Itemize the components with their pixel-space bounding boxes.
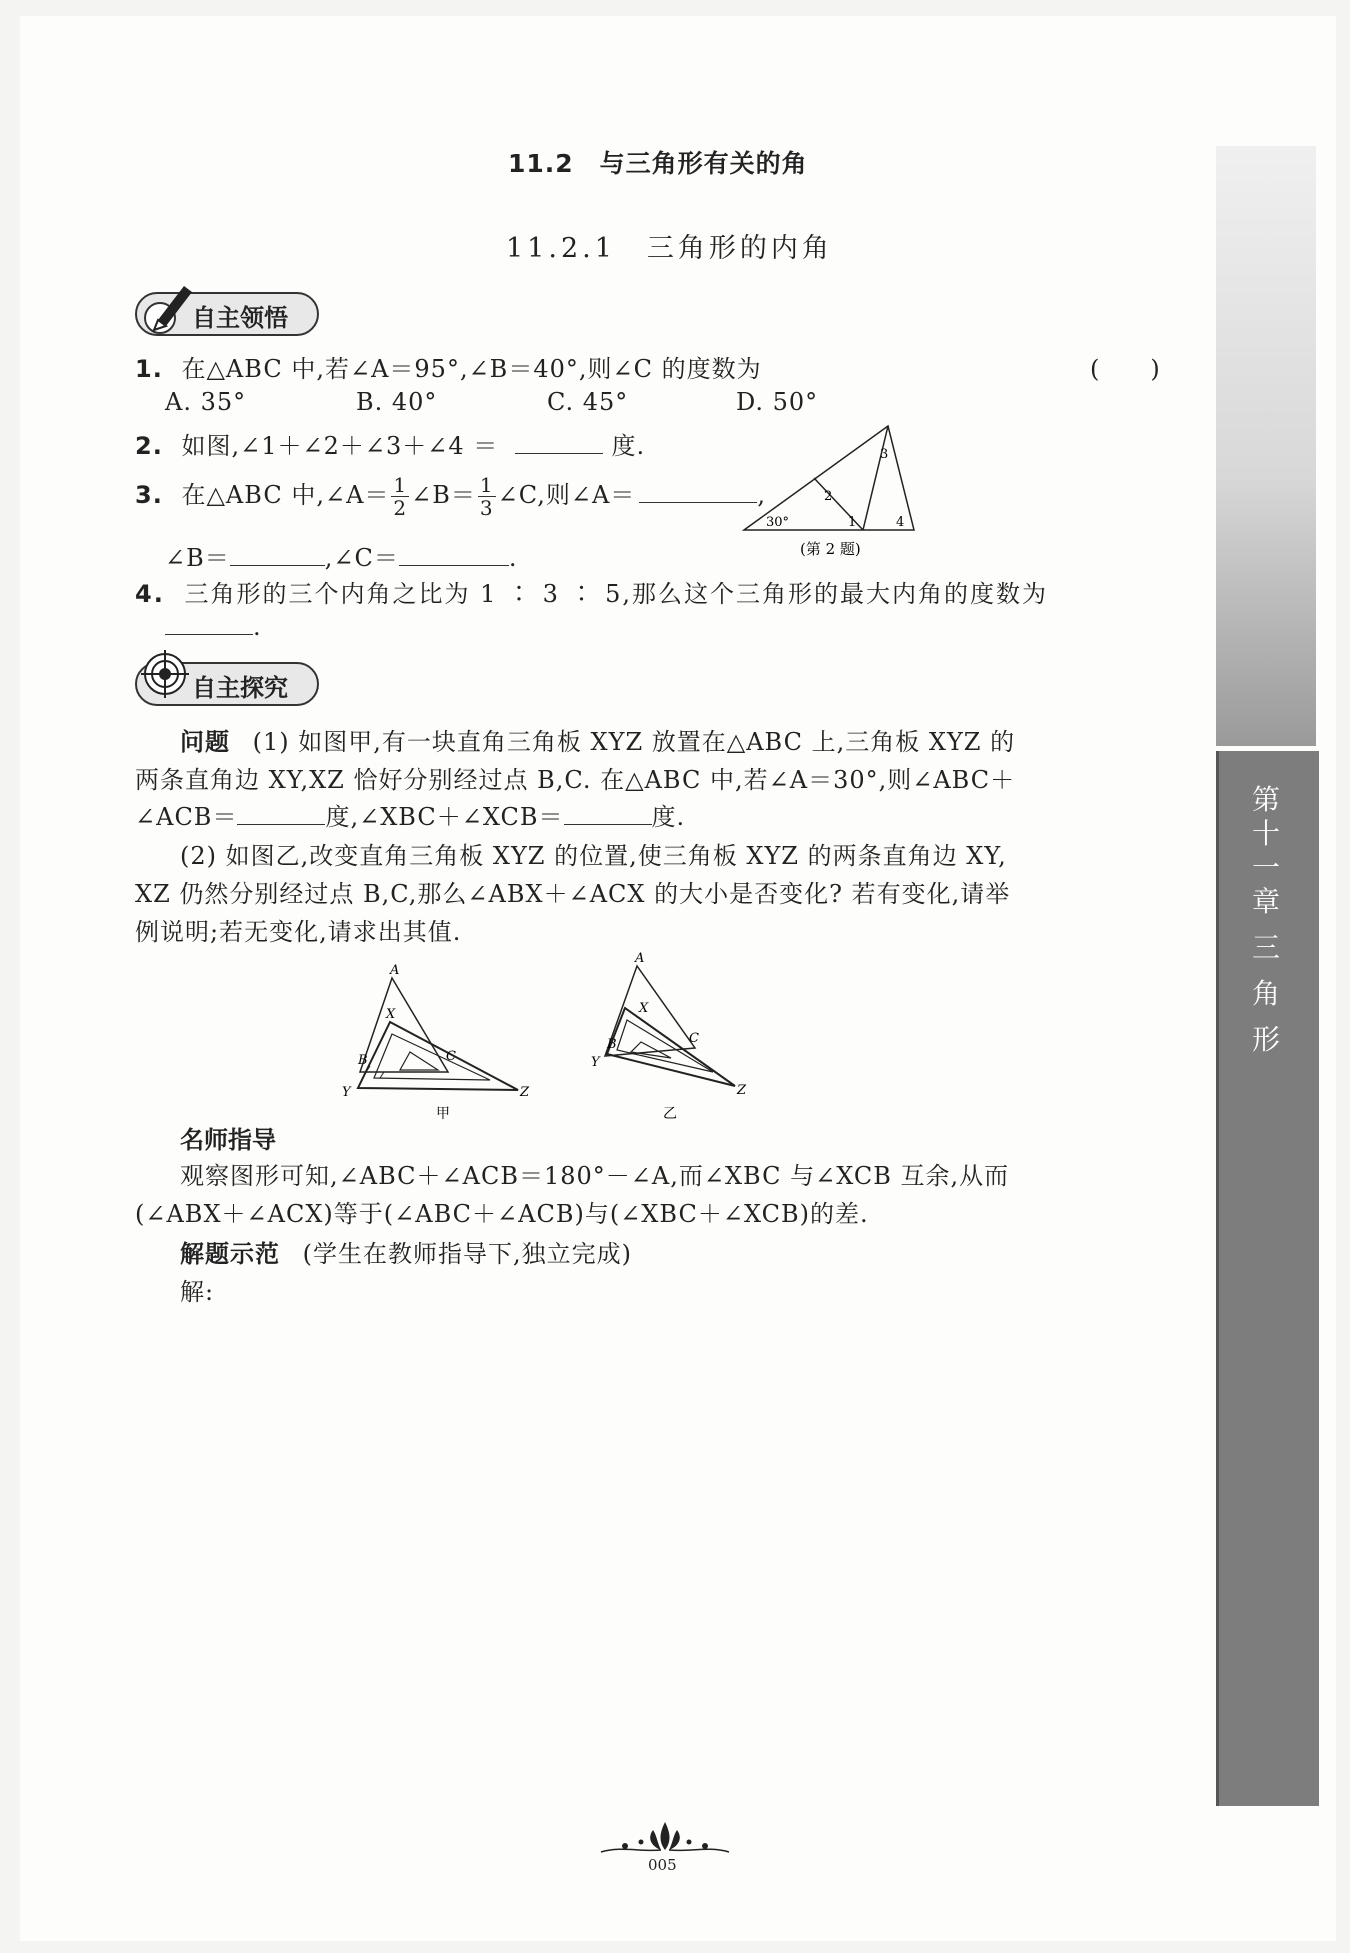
subsection-title: 11.2.1 三角形的内角 — [506, 233, 833, 264]
target-icon — [140, 646, 196, 702]
problem-text: (1) 如图甲,有一块直角三角板 XYZ 放置在△ABC 上,三角板 XYZ 的 — [252, 728, 1016, 756]
guide-line-2: (∠ABX＋∠ACX)等于(∠ABC＋∠ACB)与(∠XBC＋∠XCB)的差. — [135, 1200, 869, 1228]
vertex-label: C — [446, 1049, 456, 1064]
angle-label-1: 1 — [848, 515, 857, 530]
vertex-label: A — [390, 963, 400, 978]
question-number: 4. — [135, 580, 165, 608]
solution-note: (学生在教师指导下,独立完成) — [302, 1240, 632, 1268]
fraction-numerator: 1 — [393, 473, 408, 497]
section-title: 11.2 与三角形有关的角 — [508, 149, 808, 178]
solution-answer-label: 解: — [180, 1278, 215, 1306]
answer-blank[interactable] — [165, 612, 253, 635]
question-4 — [135, 574, 1048, 609]
question-text: ,∠C＝ — [324, 544, 399, 572]
guide-line-1: 观察图形可知,∠ABC＋∠ACB＝180°－∠A,而∠XBC 与∠XCB 互余,从而 — [180, 1162, 1010, 1190]
question-text: . — [253, 613, 262, 641]
angle-label-2: 2 — [824, 489, 833, 504]
answer-blank[interactable] — [237, 802, 325, 825]
pen-icon — [140, 278, 196, 336]
guide-title: 名师指导 — [180, 1126, 276, 1154]
figure-yi — [575, 944, 775, 1120]
option-d: D. 50° — [736, 388, 819, 416]
set-square-inner — [617, 1020, 713, 1072]
page — [20, 16, 1336, 1941]
problem-part2-line1: (2) 如图乙,改变直角三角板 XYZ 的位置,使三角板 XYZ 的两条直角边 XY, — [180, 842, 1007, 870]
question-text: . — [508, 544, 518, 572]
question-4-line-2 — [165, 612, 262, 641]
question-2 — [135, 426, 645, 461]
question-text: 如图,∠1＋∠2＋∠3＋∠4 ＝ — [181, 432, 499, 460]
page-number: 005 — [648, 1856, 677, 1874]
problem-text: 度,∠XBC＋∠XCB＝ — [325, 803, 564, 831]
answer-bracket: ( ) — [1090, 355, 1161, 383]
fraction-numerator: 1 — [479, 473, 494, 497]
problem-label: 问题 — [180, 728, 230, 756]
problem-part1-line3 — [135, 797, 685, 832]
answer-blank[interactable] — [564, 802, 652, 825]
solution-title: 解题示范 — [180, 1240, 280, 1268]
badge-self-understanding-label: 自主领悟 — [192, 304, 288, 332]
fraction-half — [391, 474, 409, 519]
sidebar-char: 第 — [1251, 783, 1280, 816]
set-square-inner — [374, 1034, 490, 1080]
vertex-label: Y — [591, 1055, 600, 1070]
sidebar-char: 一 — [1251, 851, 1280, 884]
vertex-label: B — [358, 1053, 368, 1068]
sidebar-pattern — [1216, 146, 1316, 746]
sidebar-char: 角 — [1251, 977, 1280, 1010]
problem-part1-line2: 两条直角边 XY,XZ 恰好分别经过点 B,C. 在△ABC 中,若∠A＝30°,则∠ABC＋ — [135, 766, 1016, 794]
figure-caption: 乙 — [663, 1106, 677, 1120]
question-suffix: 度. — [611, 432, 646, 460]
option-a: A. 35° — [165, 388, 247, 416]
triangle-abc — [605, 966, 695, 1056]
question-text: 在△ABC 中,若∠A＝95°,∠B＝40°,则∠C 的度数为 — [181, 355, 762, 383]
sidebar-char: 章 — [1251, 885, 1280, 918]
vertex-label: Y — [342, 1085, 351, 1100]
vertex-label: Z — [737, 1083, 747, 1098]
sidebar-char: 三 — [1251, 931, 1280, 964]
problem-part2-line3: 例说明;若无变化,请求出其值. — [135, 918, 462, 946]
problem-text: ∠ACB＝ — [135, 803, 238, 831]
answer-blank[interactable] — [230, 543, 325, 566]
solution-header — [180, 1234, 632, 1269]
question-text: 在△ABC 中,∠A＝ — [181, 481, 390, 509]
option-b: B. 40° — [356, 388, 438, 416]
chapter-sidebar — [1216, 146, 1316, 1806]
vertex-label: X — [386, 1007, 396, 1022]
vertex-label: Z — [520, 1085, 530, 1100]
figure-caption: 甲 — [436, 1106, 450, 1120]
question-text: 三角形的三个内角之比为 1 ∶ 3 ∶ 5,那么这个三角形的最大内角的度数为 — [184, 580, 1049, 608]
problem-part1-line1 — [180, 722, 1015, 757]
question-number: 1. — [135, 355, 163, 383]
question-3 — [135, 474, 766, 519]
sidebar-char: 形 — [1251, 1023, 1280, 1056]
question-text: ∠C,则∠A＝ — [497, 481, 636, 509]
fraction-denominator: 2 — [393, 496, 408, 520]
answer-blank[interactable] — [399, 543, 509, 566]
vertex-label: A — [635, 951, 645, 966]
answer-blank[interactable] — [515, 431, 603, 454]
question-text: , — [757, 481, 766, 509]
figure-caption: (第 2 题) — [800, 540, 861, 558]
angle-label-30: 30° — [766, 515, 790, 530]
vertex-label: C — [689, 1031, 699, 1046]
problem-part2-line2: XZ 仍然分别经过点 B,C,那么∠ABX＋∠ACX 的大小是否变化? 若有变化,请举 — [135, 880, 1011, 908]
fraction-third — [478, 474, 496, 519]
angle-label-3: 3 — [880, 447, 889, 462]
question-number: 2. — [135, 432, 163, 460]
badge-self-exploration-label: 自主探究 — [192, 674, 288, 702]
question-number: 3. — [135, 481, 163, 509]
leaf-ornament-icon — [595, 1816, 735, 1856]
vertex-label: X — [639, 1001, 649, 1016]
angle-label-4: 4 — [896, 515, 905, 530]
problem-text: 度. — [651, 803, 686, 831]
fraction-denominator: 3 — [479, 496, 494, 520]
question-3-line-2 — [165, 538, 518, 573]
figure-q2 — [738, 420, 938, 560]
set-square-hole — [400, 1052, 438, 1070]
figure-jia — [340, 960, 540, 1120]
question-text: ∠B＝ — [411, 481, 476, 509]
question-1 — [135, 349, 762, 384]
option-c: C. 45° — [547, 388, 629, 416]
tick — [380, 1072, 384, 1078]
question-text: ∠B＝ — [165, 544, 230, 572]
sidebar-char: 十 — [1251, 817, 1280, 850]
answer-blank[interactable] — [639, 480, 757, 503]
vertex-label: B — [607, 1037, 617, 1052]
